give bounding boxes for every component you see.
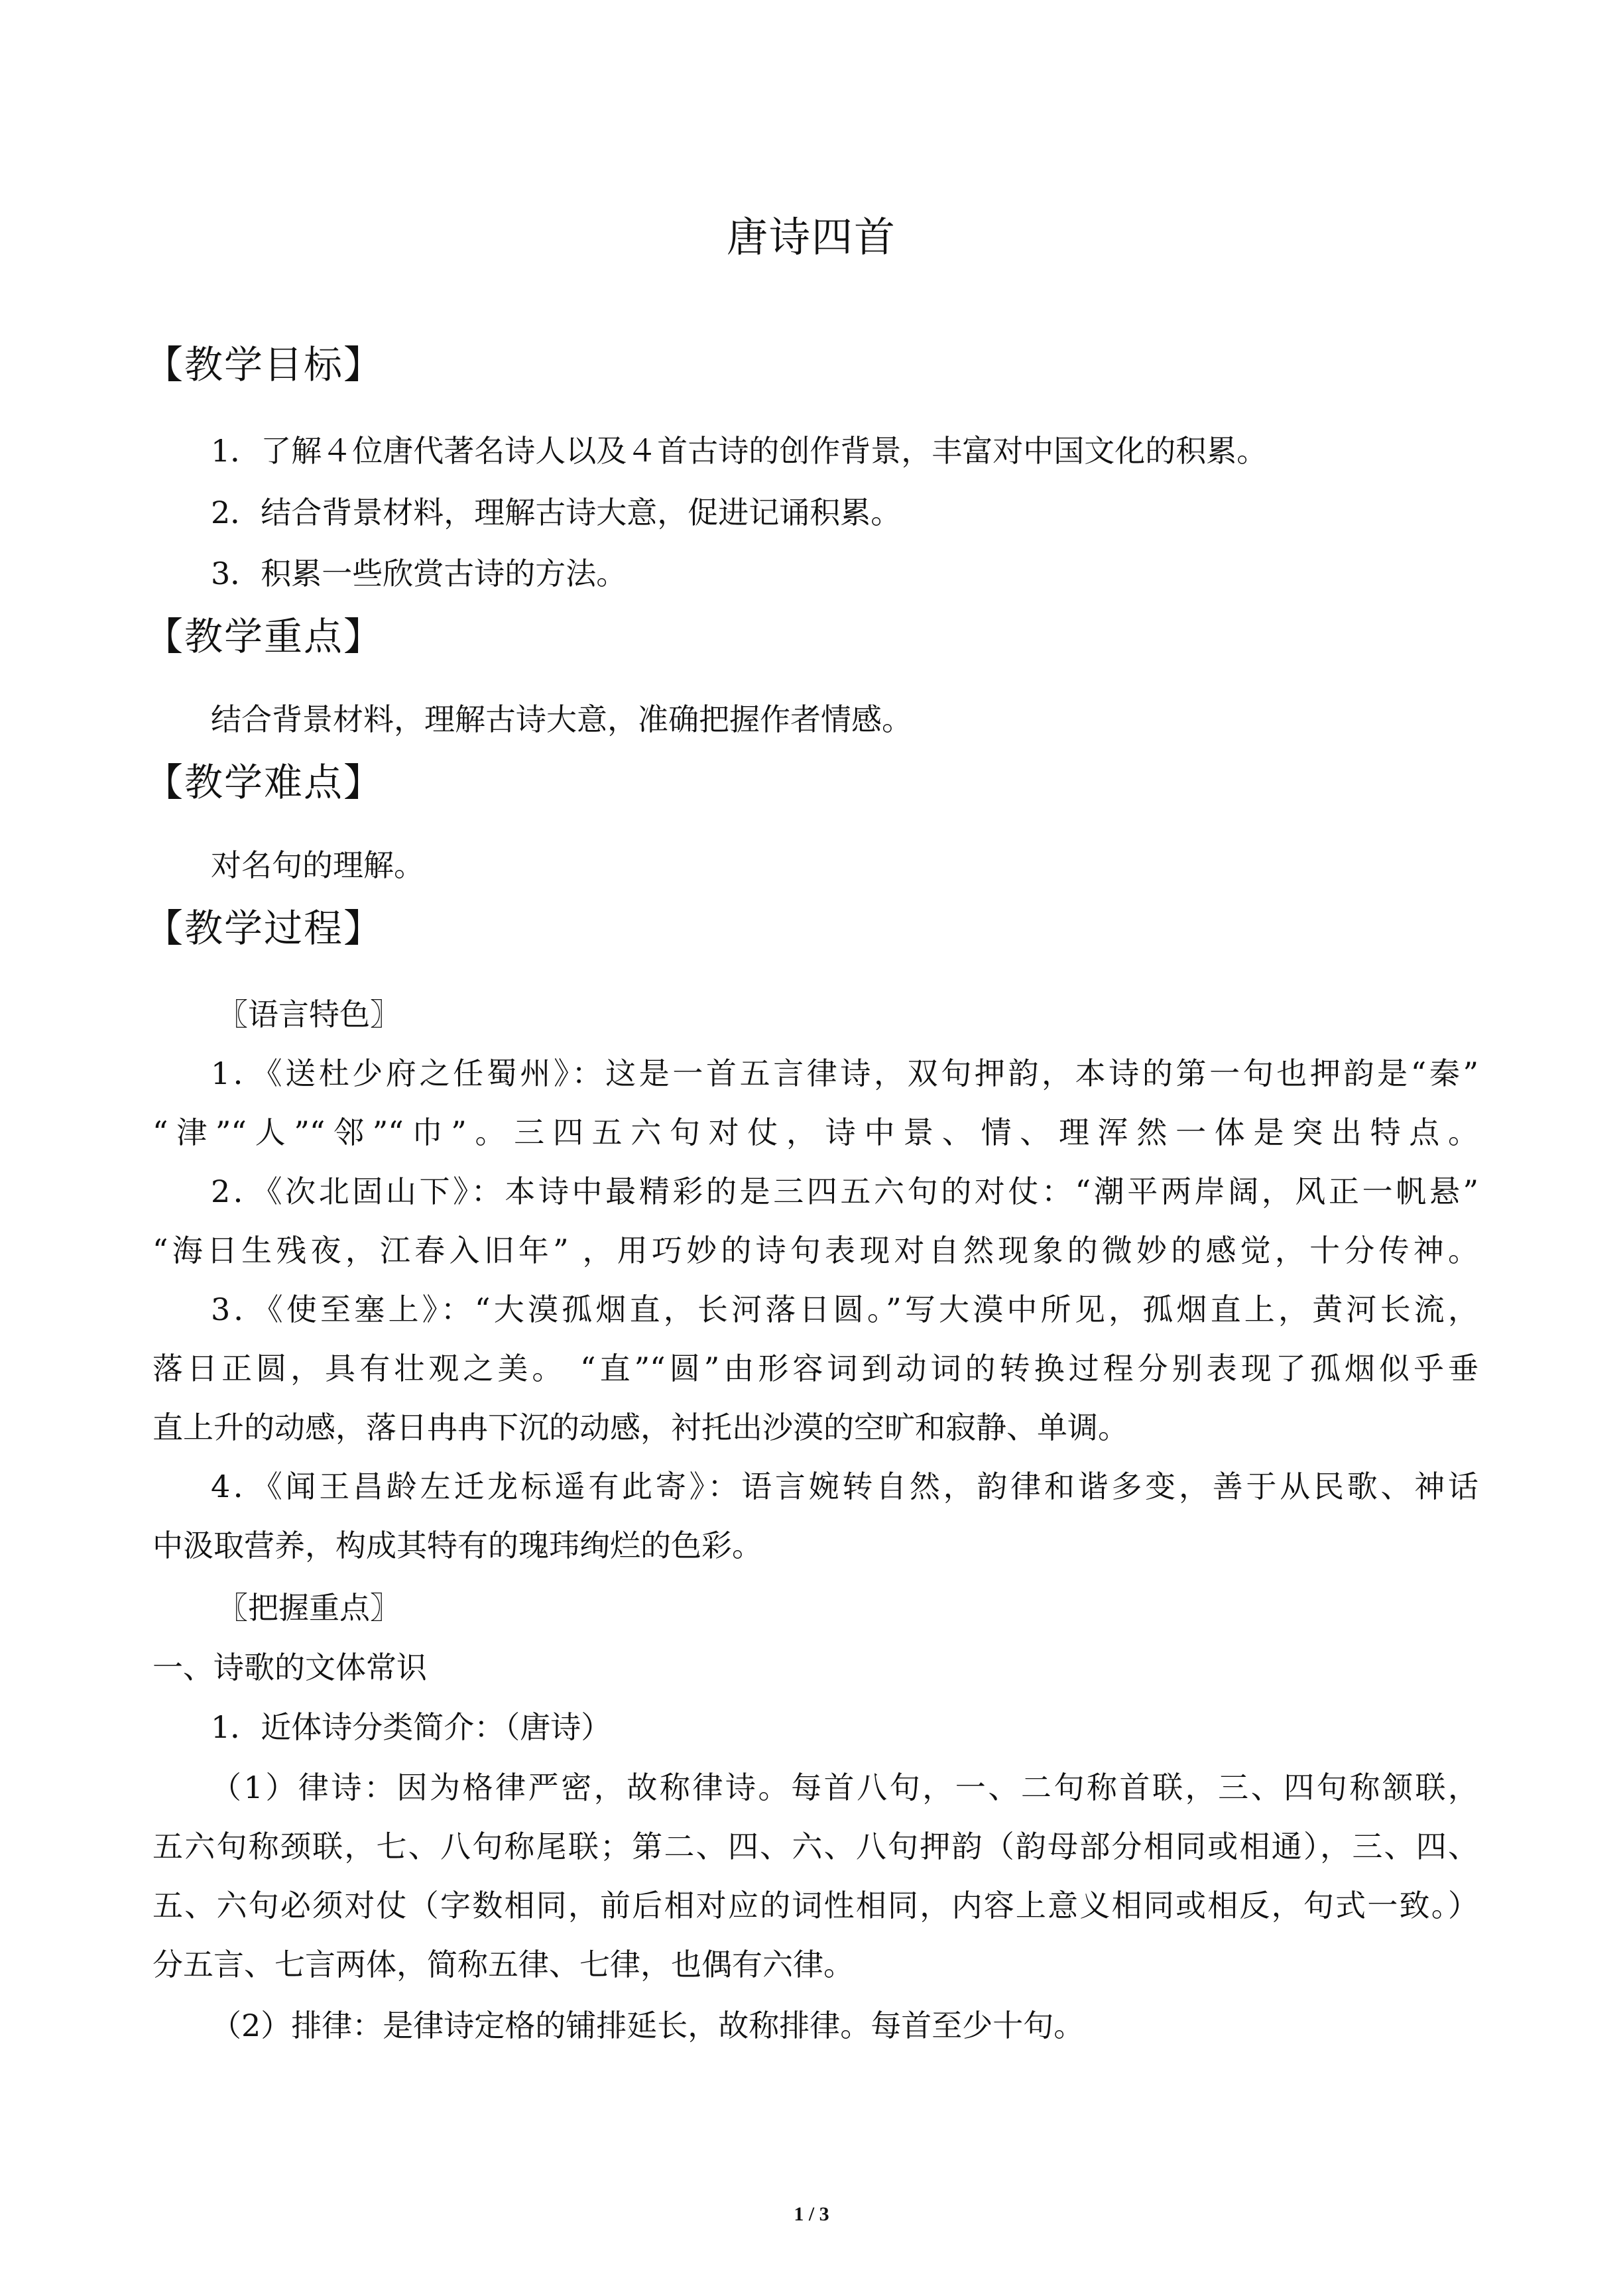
- label-grasp-key-points: 〖把握重点〗: [217, 1590, 400, 1626]
- subsection-modern-poetry: 1．近体诗分类简介：（唐诗）: [211, 1709, 612, 1745]
- goal-item-1: 1．了解４位唐代著名诗人以及４首古诗的创作背景，丰富对中国文化的积累。: [211, 433, 1268, 469]
- heading-teaching-goals: 【教学目标】: [145, 342, 384, 387]
- lang-line-8: 4．《闻王昌龄左迁龙标遥有此寄》：语言婉转自然，韵律和谐多变，善于从民歌、神话: [211, 1469, 1478, 1504]
- goal-item-2: 2．结合背景材料，理解古诗大意，促进记诵积累。: [211, 495, 902, 530]
- lang-line-7: 直上升的动感，落日冉冉下沉的动感，衬托出沙漠的空旷和寂静、单调。: [152, 1410, 1128, 1445]
- label-language-features: 〖语言特色〗: [217, 997, 400, 1032]
- lang-line-2: “津”“人”“邻”“巾”。三四五六句对仗，诗中景、情、理浑然一体是突出特点。: [152, 1115, 1478, 1150]
- lushi-line-1: （1）律诗：因为格律严密，故称律诗。每首八句，一、二句称首联，三、四句称颔联，: [211, 1770, 1478, 1805]
- lang-line-6: 落日正圆，具有壮观之美。 “直”“圆”由形容词到动词的转换过程分别表现了孤烟似乎垂: [152, 1351, 1478, 1386]
- lang-line-3: 2．《次北固山下》：本诗中最精彩的是三四五六句的对仗：“潮平两岸阔，风正一帆悬”: [211, 1174, 1478, 1209]
- goal-item-3: 3．积累一些欣赏古诗的方法。: [211, 556, 627, 591]
- page-number: 1 / 3: [794, 2203, 829, 2225]
- lang-line-9: 中汲取营养，构成其特有的瑰玮绚烂的色彩。: [152, 1528, 762, 1563]
- heading-key-points: 【教学重点】: [145, 614, 384, 659]
- lang-line-5: 3．《使至塞上》：“大漠孤烟直，长河落日圆。”写大漠中所见，孤烟直上，黄河长流，: [211, 1292, 1478, 1327]
- heading-difficulties: 【教学难点】: [145, 760, 384, 805]
- lang-line-4: “海日生残夜，江春入旧年” ，用巧妙的诗句表现对自然现象的微妙的感觉，十分传神。: [152, 1233, 1478, 1268]
- lushi-line-4: 分五言、七言两体，简称五律、七律，也偶有六律。: [152, 1947, 854, 1982]
- lang-line-1: 1．《送杜少府之任蜀州》：这是一首五言律诗，双句押韵，本诗的第一句也押韵是“秦”: [211, 1056, 1478, 1091]
- difficulties-text: 对名句的理解。: [211, 847, 424, 883]
- page-title: 唐诗四首: [726, 213, 896, 261]
- pailu-line: （2）排律：是律诗定格的铺排延长，故称排律。每首至少十句。: [211, 2008, 1085, 2043]
- heading-teaching-process: 【教学过程】: [145, 906, 384, 951]
- key-points-text: 结合背景材料，理解古诗大意，准确把握作者情感。: [211, 701, 912, 737]
- section-one-heading: 一、诗歌的文体常识: [152, 1650, 427, 1685]
- lushi-line-2: 五六句称颈联，七、八句称尾联；第二、四、六、八句押韵（韵母部分相同或相通），三、四、: [152, 1829, 1478, 1864]
- lushi-line-3: 五、六句必须对仗（字数相同，前后相对应的词性相同，内容上意义相同或相反，句式一致。）: [152, 1888, 1478, 1923]
